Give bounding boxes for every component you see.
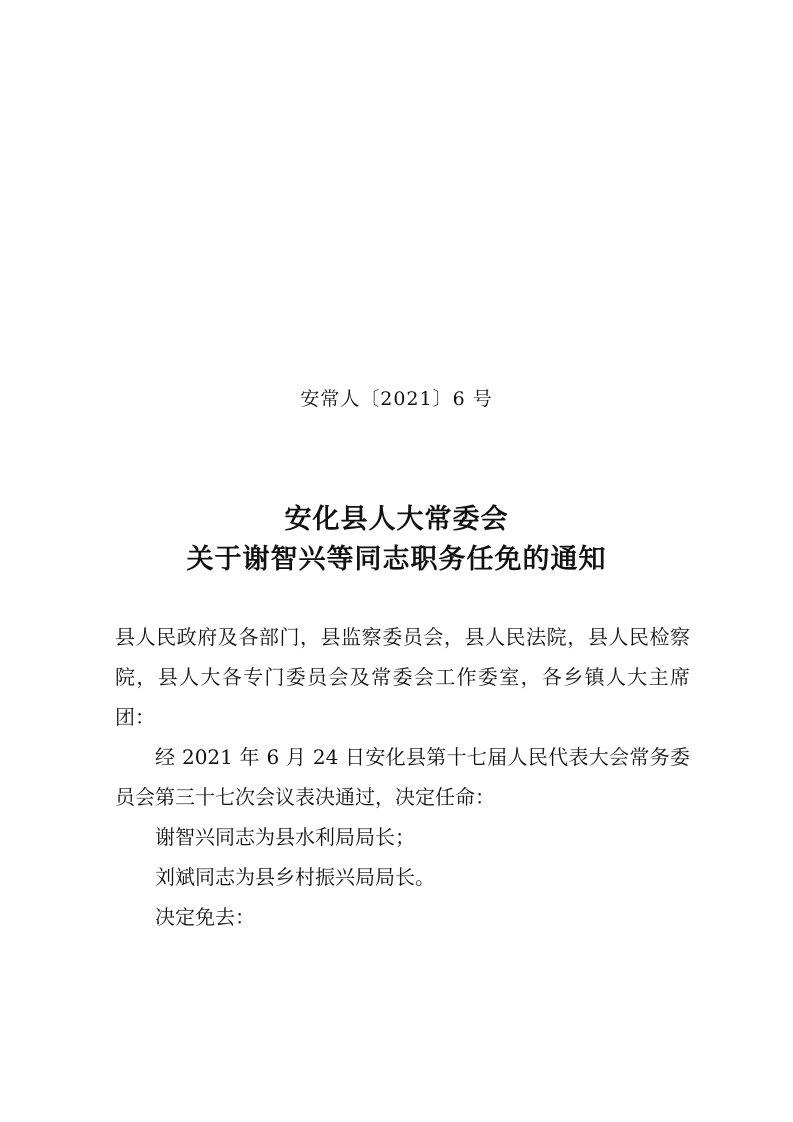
decision-paragraph: 经 2021 年 6 月 24 日安化县第十七届人民代表大会常务委员会第三十七次会议表决通过，决定任命：	[115, 745, 690, 809]
dismissal-heading: 决定免去：	[155, 905, 255, 929]
appointment-item: 刘斌同志为县乡村振兴局局长。	[155, 865, 435, 889]
document-number: 安常人〔2021〕6 号	[300, 388, 493, 410]
addressee-paragraph: 县人民政府及各部门，县监察委员会，县人民法院，县人民检察院，县人大各专门委员会及常委会工作委室，各乡镇人大主席团：	[115, 625, 690, 729]
title-line-2: 关于谢智兴等同志职务任免的通知	[186, 544, 607, 575]
document-body	[115, 617, 690, 937]
title-line-1: 安化县人大常委会	[284, 504, 509, 535]
appointment-item: 谢智兴同志为县水利局局长；	[155, 825, 415, 849]
